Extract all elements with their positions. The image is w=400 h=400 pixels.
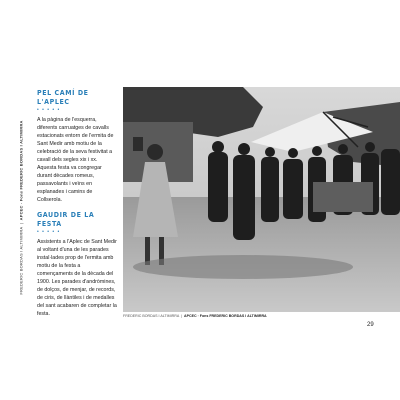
vertical-credit-right: APCEC · Fons FREDERIC BORDAS I ALTIMIRRA xyxy=(18,120,24,221)
section-gaudir xyxy=(37,211,117,318)
photo-illustration xyxy=(123,87,400,312)
section-heading: GAUDIR DE LA FESTA xyxy=(37,211,95,228)
section-heading: PEL CAMÍ DE L'APLEC xyxy=(37,89,89,106)
caption-left: FREDERIC BORDAS I ALTIMIRRA xyxy=(123,314,180,318)
vertical-credit-text: FREDERIC BORDAS I ALTIMIRRA | APCEC · Fons FREDERIC BORDAS I ALTIMIRRA xyxy=(18,120,24,295)
photo-caption: FREDERIC BORDAS I ALTIMIRRA | APCEC · Fons FREDERIC BORDAS I ALTIMIRRA xyxy=(123,314,267,318)
page-number: 29 xyxy=(367,322,374,328)
caption-right: APCEC · Fons FREDERIC BORDAS I ALTIMIRRA xyxy=(183,314,267,318)
vertical-credit xyxy=(15,90,27,325)
stall xyxy=(313,182,373,212)
vertical-credit-left: FREDERIC BORDAS I ALTIMIRRA xyxy=(18,226,24,295)
section-body: A la pàgina de l'esquerra, diferents carruatges de cavalls estacionats entorn de l'ermita de Sant Medir amb motiu de la celebració de la seva festivitat a cavall dels segles xix i xx. Aquesta festa va congregar durant dècades romeus, passavolants i veïns en esplanades i camins de Collserola. xyxy=(37,117,114,203)
heading-dots: • • • • • xyxy=(37,229,61,235)
section-pel-cami xyxy=(37,89,117,204)
section-body: Assistents a l'Aplec de Sant Medir al voltant d'una de les parades instal·lades prop de l'ermita amb motiu de la festa a començaments de la dècada del 1900. Les parades d'andròmines, de dolços, de menjar, de records, de ciris, de llàntiles i de medalles del sant acabaren de completar la festa. xyxy=(37,239,117,317)
historical-photo xyxy=(123,87,400,312)
heading-dots: • • • • • xyxy=(37,107,61,113)
window xyxy=(133,137,143,151)
